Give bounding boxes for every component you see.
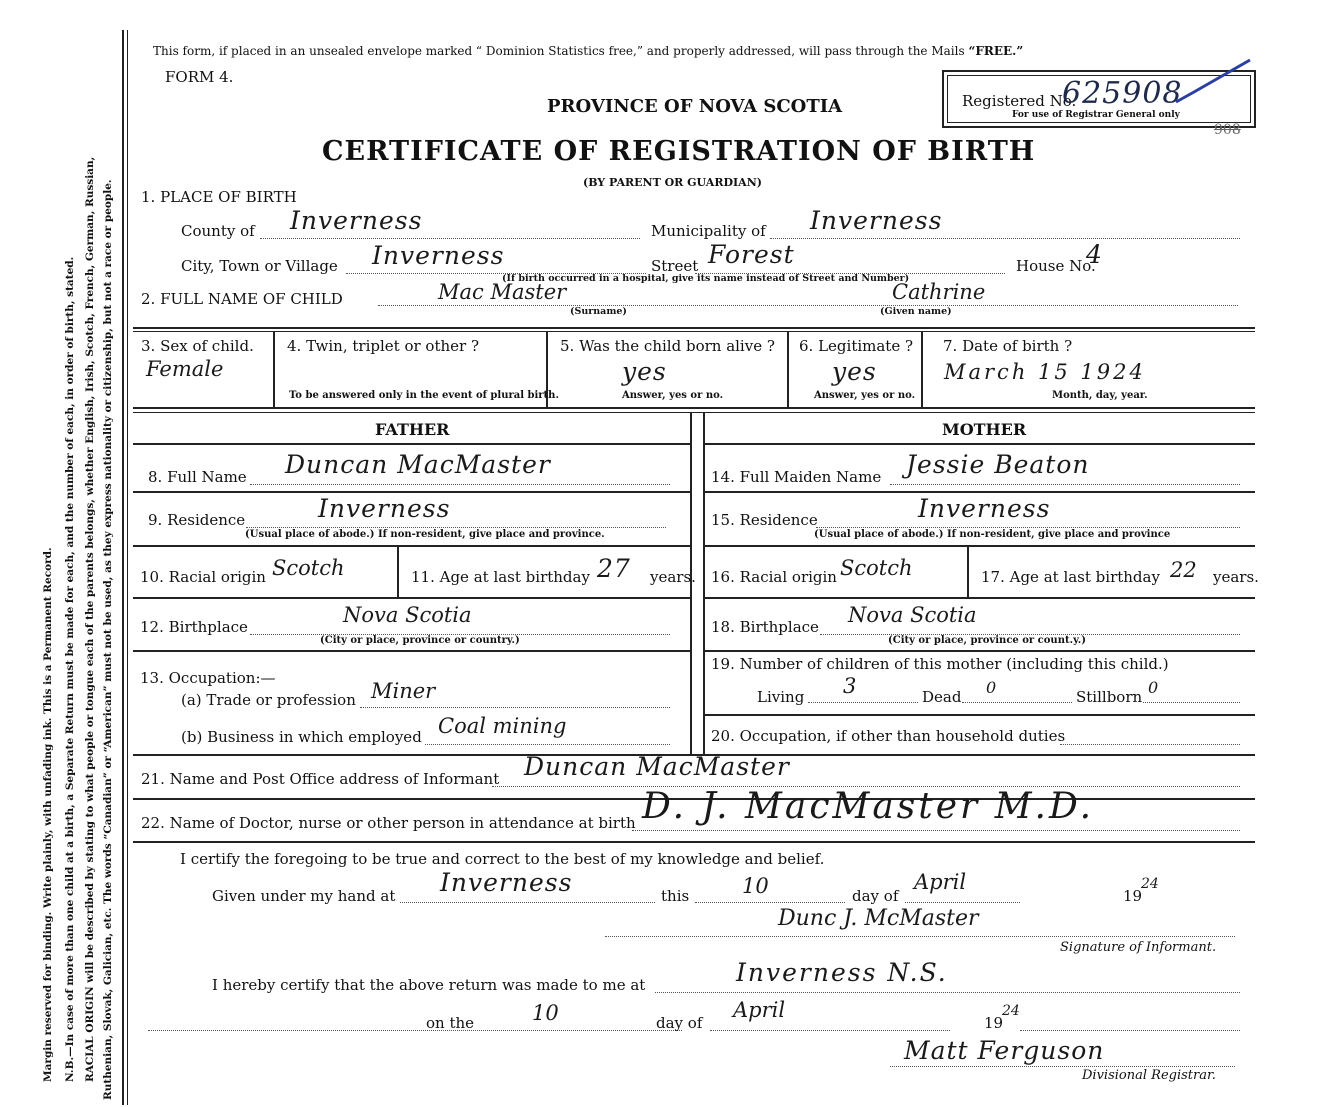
legit-value: yes [832,357,877,386]
father-race-label: 10. Racial origin [140,568,266,586]
rule-top [133,327,1255,329]
father-race-value: Scotch [272,556,345,580]
place-of-birth-heading: 1. PLACE OF BIRTH [141,188,297,206]
father-business-label: (b) Business in which employed [181,728,422,746]
doctor-value: D. J. MacMaster M.D. [642,786,1095,827]
mother-res-value: Inverness [918,494,1051,523]
side-notes [0,0,130,1107]
father-occ-label: 13. Occupation:— [140,669,276,687]
page-subtitle: (BY PARENT OR GUARDIAN) [583,176,762,189]
given-month: April [914,870,967,894]
registrar-label: Divisional Registrar. [1082,1068,1216,1083]
checkmark-icon [1172,58,1252,118]
given-place: Inverness [440,868,573,897]
alive-value: yes [622,357,667,386]
father-heading: FATHER [375,420,450,439]
mother-stillborn-label: Stillborn [1076,688,1143,706]
city-label: City, Town or Village [181,257,338,275]
mother-children-label: 19. Number of children of this mother (including this child.) [711,655,1169,673]
father-bp-note: (City or place, province or country.) [320,635,520,646]
father-name-label: 8. Full Name [148,468,247,486]
child-surname-value: Mac Master [438,280,567,304]
registered-note: For use of Registrar General only [1012,110,1180,120]
date-value: March 15 1924 [944,360,1146,384]
registered-margin-mark: 908 [1214,122,1241,138]
street-label: Street [651,257,699,275]
mother-bp-label: 18. Birthplace [711,618,819,636]
mother-heading: MOTHER [942,420,1027,439]
given-label: Given under my hand at [212,887,396,905]
on-the-label: on the [426,1014,475,1032]
father-trade-value: Miner [371,679,436,703]
given-year-prefix: 19 [1123,887,1143,905]
side-note-binding: Margin reserved for binding. Write plainly, with unfading ink. This is a Permanent Record. [42,547,54,1082]
date-note: Month, day, year. [1052,390,1148,401]
registered-label: Registered No. [962,92,1077,110]
mother-race-value: Scotch [840,556,913,580]
municipality-label: Municipality of [651,222,766,240]
informant-signature: Dunc J. McMaster [778,906,979,931]
date-label: 7. Date of birth ? [943,337,1073,355]
child-name-label: 2. FULL NAME OF CHILD [141,290,343,308]
top-notice-free: “FREE.” [968,44,1024,58]
mother-living-label: Living [757,688,805,706]
form-number: FORM 4. [165,68,234,86]
mother-bp-value: Nova Scotia [848,603,977,627]
mother-res-note: (Usual place of abode.) If non-resident, give place and province [814,529,1171,540]
mother-age-label: 17. Age at last birthday [981,568,1160,586]
municipality-value: Inverness [810,206,943,235]
mother-name-value: Jessie Beaton [906,450,1090,479]
informant-value: Duncan MacMaster [524,752,790,781]
twin-label: 4. Twin, triplet or other ? [287,337,479,355]
side-note-nb: N.B.—In case of more than one child at a birth, a Separate Return must be made for each, and the number of each, in order of birth, stated. [64,256,76,1082]
on-month: April [733,998,786,1022]
page-title: CERTIFICATE OF REGISTRATION OF BIRTH [322,136,1036,167]
on-day: 10 [532,1001,559,1025]
hereby-place: Inverness N.S. [736,958,948,987]
surname-note: (Surname) [570,306,627,317]
father-bp-value: Nova Scotia [343,603,472,627]
child-given-value: Cathrine [892,280,986,304]
sex-value: Female [146,357,224,381]
sex-label: 3. Sex of child. [141,337,254,355]
twin-note: To be answered only in the event of plural birth. [289,390,559,401]
father-res-note: (Usual place of abode.) If non-resident, give place and province. [245,529,605,540]
given-day: 10 [742,874,769,898]
top-notice-text: This form, if placed in an unsealed envelope marked “ Dominion Statistics free,” and properly addressed, will pass through the Mails [153,44,965,58]
mother-living-value: 3 [843,674,857,698]
doctor-label: 22. Name of Doctor, nurse or other person in attendance at birth [141,814,636,832]
city-value: Inverness [372,241,505,270]
on-year: 24 [1002,1003,1020,1019]
given-day-of-label: day of [852,887,899,905]
father-age-value: 27 [597,554,631,583]
mother-age-unit: years. [1213,568,1259,586]
mother-res-label: 15. Residence [711,511,818,529]
given-this-label: this [661,887,690,905]
house-label: House No. [1016,257,1096,275]
father-res-value: Inverness [318,494,451,523]
mother-age-value: 22 [1170,558,1197,582]
father-age-unit: years. [650,568,696,586]
margin-rule-inner [127,30,128,1105]
father-name-value: Duncan MacMaster [285,450,551,479]
county-label: County of [181,222,255,240]
province-heading: PROVINCE OF NOVA SCOTIA [547,96,843,117]
registered-value: 625908 [1062,76,1183,111]
mother-race-label: 16. Racial origin [711,568,837,586]
legit-label: 6. Legitimate ? [799,337,914,355]
legit-note: Answer, yes or no. [814,390,916,401]
side-note-racial-2: Ruthenian, Slovak, Galician, etc. The words “Canadian” or “American” must not be used, as they express nationality or citizenship, but not a race or people. [102,179,114,1100]
alive-note: Answer, yes or no. [622,390,724,401]
hospital-note: (If birth occurred in a hospital, give its name instead of Street and Number) [502,273,910,284]
sig-informant-label: Signature of Informant. [1060,940,1217,955]
top-notice [153,44,1023,58]
mother-dead-label: Dead [922,688,962,706]
mother-name-label: 14. Full Maiden Name [711,468,882,486]
on-year-prefix: 19 [984,1014,1004,1032]
mother-dead-value: 0 [986,678,997,697]
on-day-of-label: day of [656,1014,703,1032]
registrar-signature: Matt Ferguson [904,1036,1105,1065]
informant-label: 21. Name and Post Office address of Informant [141,770,500,788]
hereby-text: I hereby certify that the above return was made to me at [212,976,646,994]
certify-text: I certify the foregoing to be true and correct to the best of my knowledge and belief. [180,850,825,868]
mother-bp-note: (City or place, province or count.y.) [888,635,1086,646]
mother-stillborn-value: 0 [1148,678,1159,697]
mother-occ-label: 20. Occupation, if other than household duties [711,727,1066,745]
county-value: Inverness [290,206,423,235]
father-res-label: 9. Residence [148,511,246,529]
margin-rule [122,30,124,1105]
house-value: 4 [1086,240,1103,269]
street-value: Forest [708,240,795,269]
alive-label: 5. Was the child born alive ? [560,337,775,355]
side-note-racial-1: RACIAL ORIGIN will be described by stating to what people or tongue each of the parents belongs, whether English, Irish, Scotch, French, German, Russian, [84,156,96,1082]
father-age-label: 11. Age at last birthday [411,568,590,586]
father-bp-label: 12. Birthplace [140,618,248,636]
given-year: 24 [1141,876,1159,892]
father-trade-label: (a) Trade or profession [181,691,356,709]
given-note: (Given name) [880,306,952,317]
father-business-value: Coal mining [438,714,567,738]
